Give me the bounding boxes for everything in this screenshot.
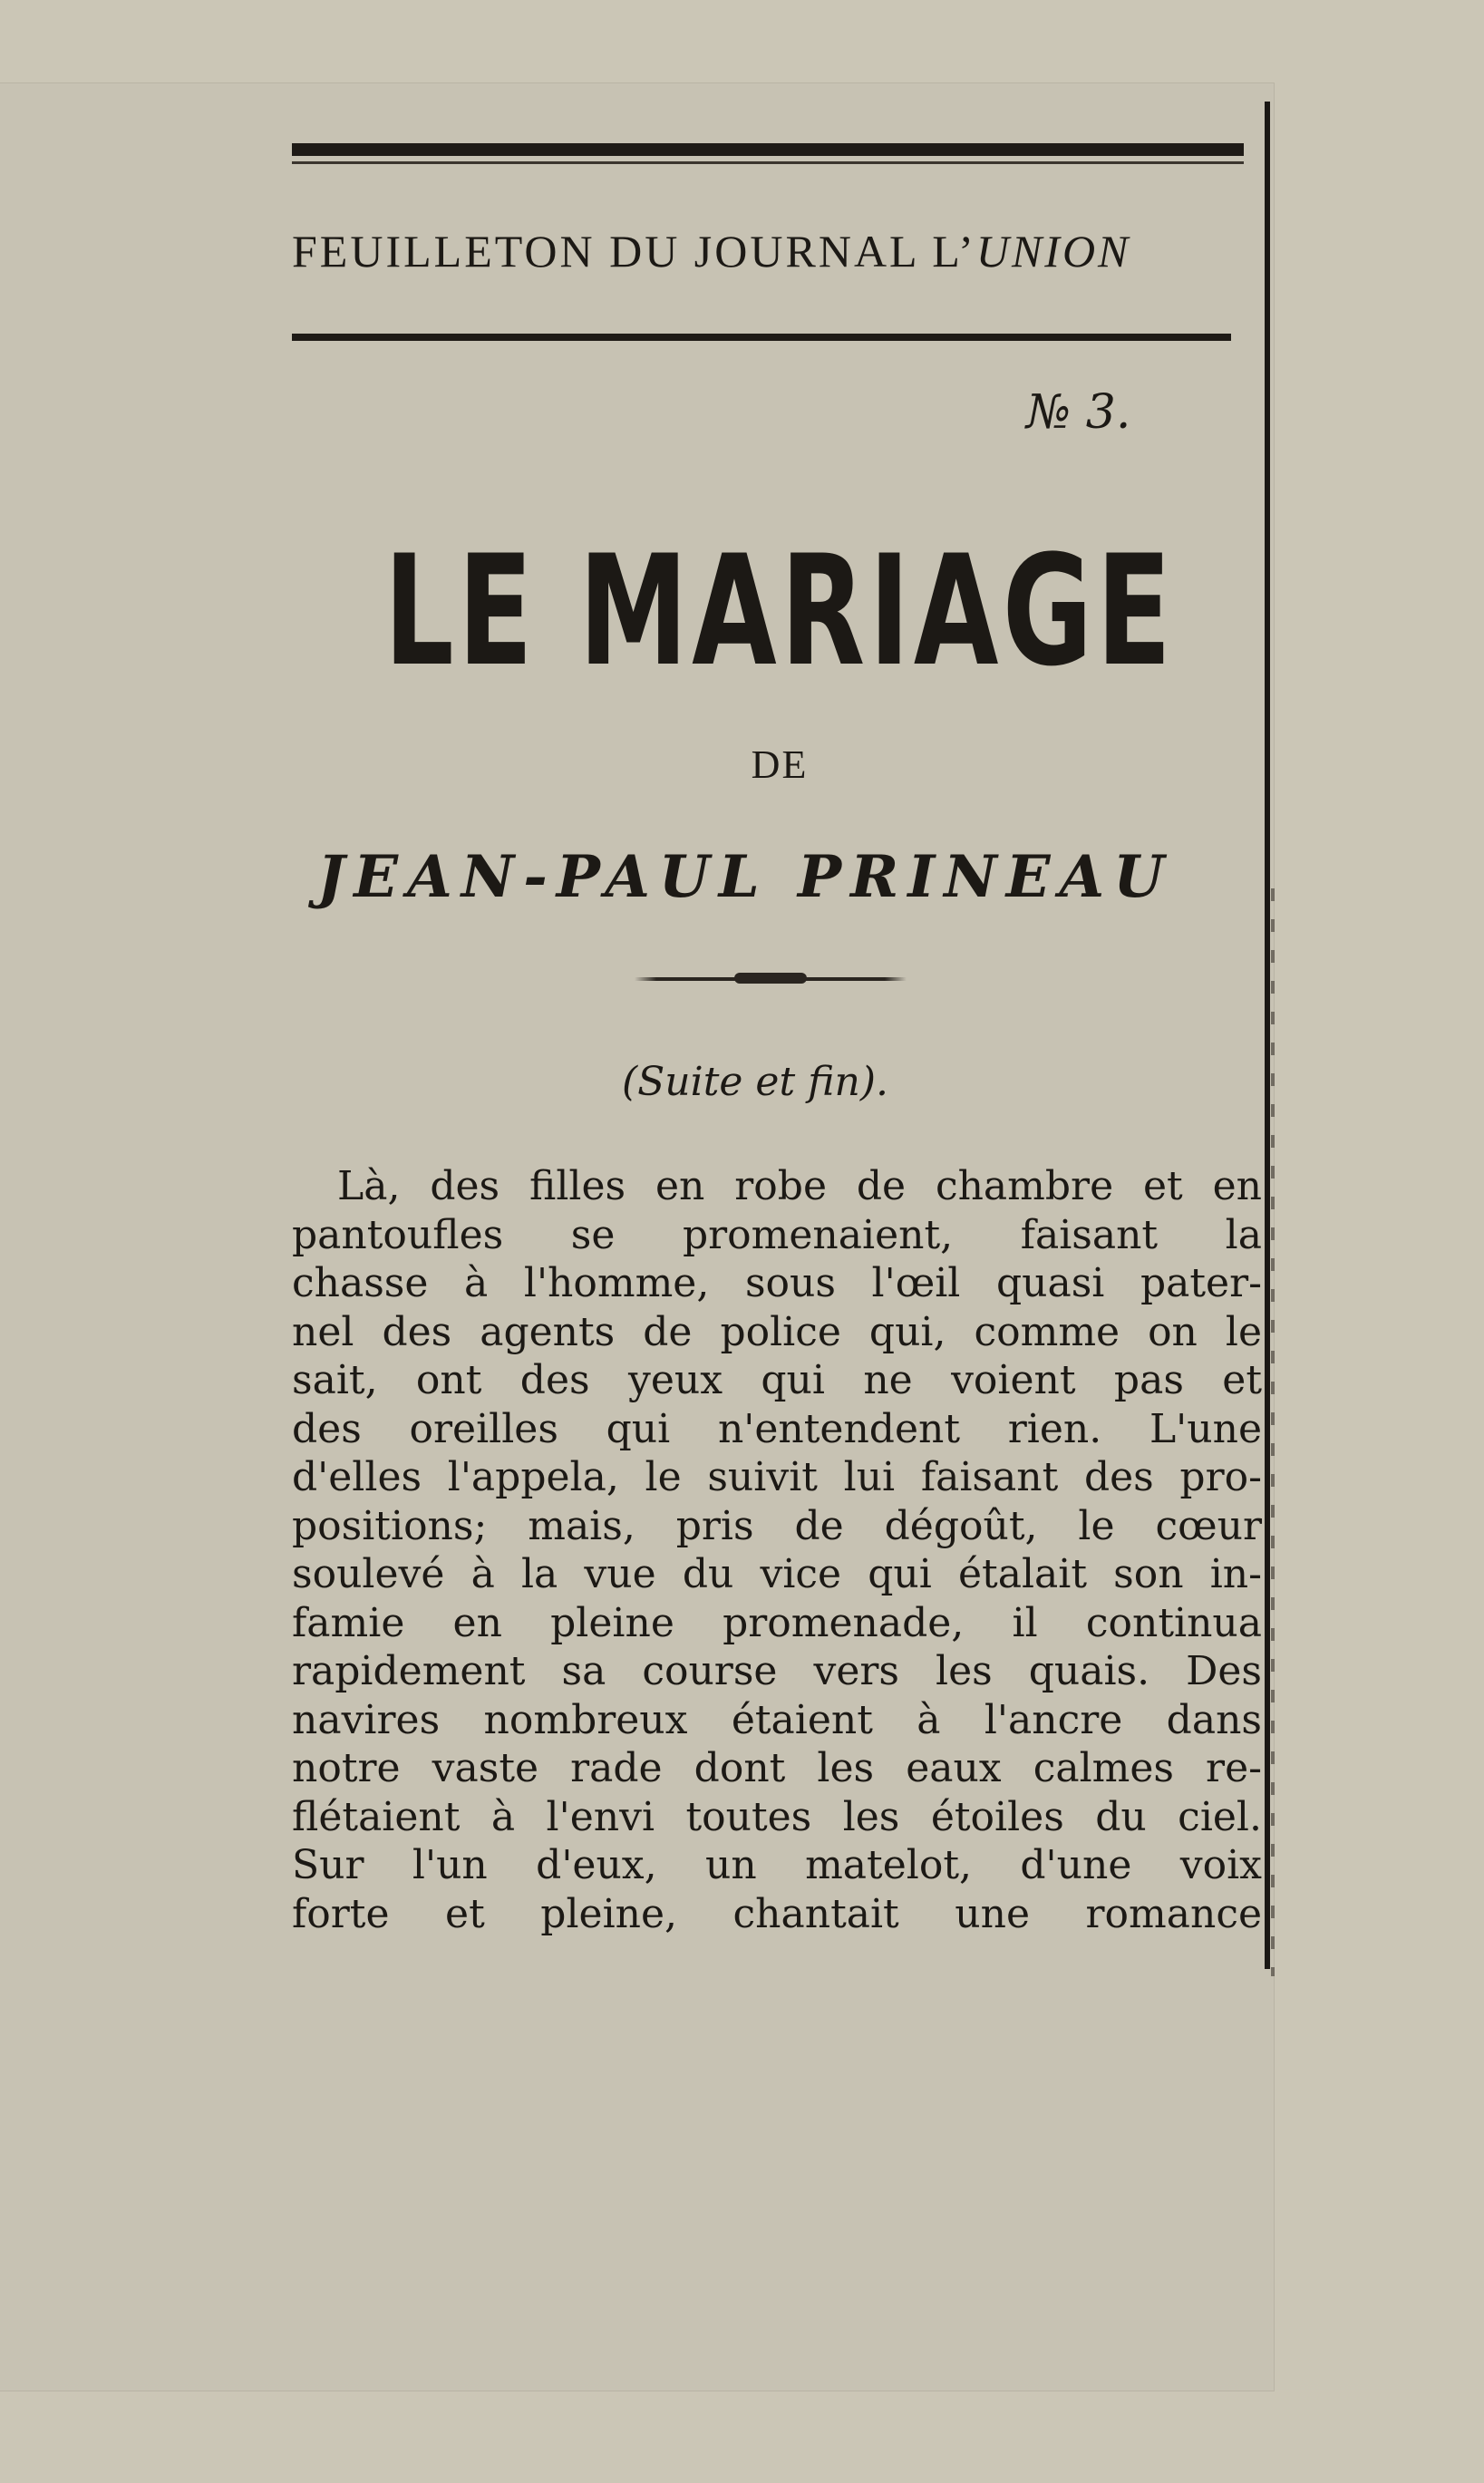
installment-number: № 3. xyxy=(1026,385,1131,440)
body-line: sait, ont des yeux qui ne voient pas et xyxy=(292,1357,1262,1403)
header-journal: UNION xyxy=(975,226,1131,276)
body-line: pantoufles se promenaient, faisant la xyxy=(292,1211,1262,1258)
body-line: soulevé à la vue du vice qui étalait son in- xyxy=(292,1551,1262,1597)
body-line: rapidement sa course vers les quais. Des xyxy=(292,1648,1262,1694)
top-rule xyxy=(292,143,1244,156)
body-line: Là, des filles en robe de chambre et en xyxy=(337,1163,1262,1209)
body-line: forte et pleine, chantait une romance xyxy=(292,1890,1262,1937)
ornament-divider xyxy=(635,977,907,981)
body-line: des oreilles qui n'entendent rien. L'une xyxy=(292,1405,1262,1452)
body-line: navires nombreux étaient à l'ancre dans xyxy=(292,1696,1262,1743)
body-line: notre vaste rade dont les eaux calmes re- xyxy=(292,1745,1262,1791)
header-prefix: FEUILLETON DU JOURNAL L’ xyxy=(292,226,976,276)
title-de: DE xyxy=(751,742,809,787)
body-line: famie en pleine promenade, il continua xyxy=(292,1599,1262,1646)
article-body xyxy=(292,1162,1262,1938)
header-rule xyxy=(292,334,1231,341)
suite-et-fin: (Suite et fin). xyxy=(622,1059,888,1105)
author-name: JEAN-PAUL PRINEAU xyxy=(317,843,1173,911)
story-title: LE MARIAGE xyxy=(383,522,1176,700)
body-line: positions; mais, pris de dégoût, le cœur xyxy=(292,1502,1262,1549)
body-line: Sur l'un d'eux, un matelot, d'une voix xyxy=(292,1842,1262,1888)
body-line: nel des agents de police qui, comme on le xyxy=(292,1308,1262,1355)
top-rule-thin xyxy=(292,161,1244,164)
column-rule xyxy=(1265,102,1270,1969)
body-line: chasse à l'homme, sous l'œil quasi pater- xyxy=(292,1260,1262,1306)
body-line: flétaient à l'envi toutes les étoiles du ciel. xyxy=(292,1793,1262,1840)
feuilleton-header xyxy=(292,225,1271,277)
column-dashes xyxy=(1271,888,1275,1976)
body-line: d'elles l'appela, le suivit lui faisant des pro- xyxy=(292,1454,1262,1500)
